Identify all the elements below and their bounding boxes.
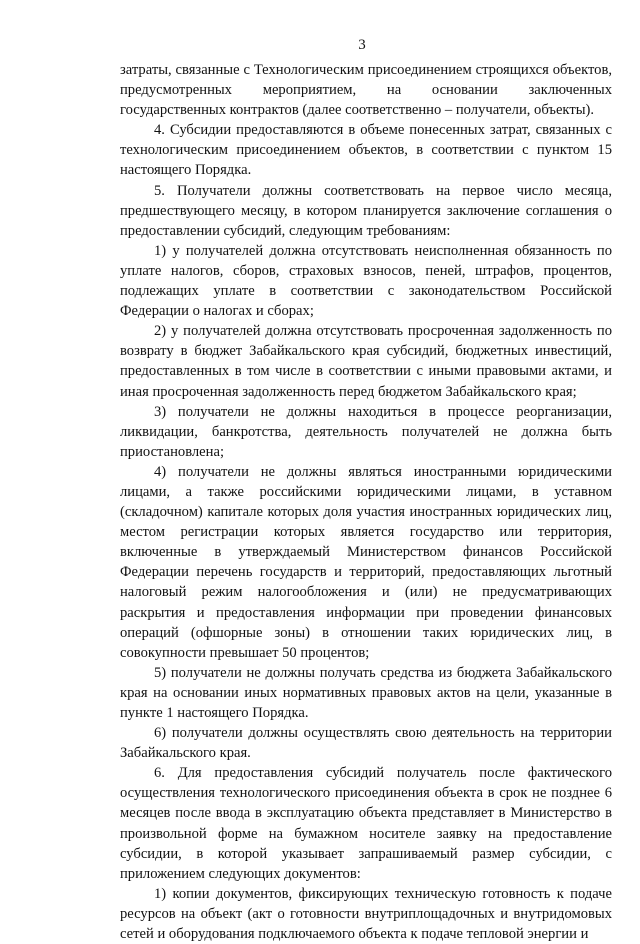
paragraph-subitem-3: 3) получатели не должны находиться в процессе реорганизации, ликвидации, банкротства, деятельность получателей не должна быть приостановлена;: [120, 403, 612, 460]
paragraph-subitem-2: 2) у получателей должна отсутствовать просроченная задолженность по возврату в бюджет Забайкальского края субсидий, бюджетных инвестиций, предоставленных в том числе в соответствии с иными правовыми актами, и иная просроченная задолженность перед бюджетом Забайкальского края;: [120, 323, 612, 400]
paragraph-subitem-1: 1) у получателей должна отсутствовать неисполненная обязанность по уплате налогов, сборов, страховых взносов, пеней, штрафов, процентов, подлежащих уплате в соответствии с законодательством Российской Федерации о налогах и сборах;: [120, 242, 612, 320]
page-number: 3: [358, 37, 366, 53]
paragraph-subitem-5: 5) получатели не должны получать средства из бюджета Забайкальского края на основании иных нормативных правовых актов на цели, указанные в пункте 1 настоящего Порядка.: [120, 664, 612, 721]
paragraph-item-6-subitem-1: 1) копии документов, фиксирующих техническую готовность к подаче ресурсов на объект (акт о готовности внутриплощадочных и внутридомовых сетей и оборудования подключаемого объекта к подаче тепловой энергии и: [120, 885, 612, 943]
paragraph-item-4: 4. Субсидии предоставляются в объеме понесенных затрат, связанных с технологическим присоединением объектов, в соответствии с пунктом 15 настоящего Порядка.: [120, 122, 612, 179]
paragraph-subitem-4: 4) получатели не должны являться иностранными юридическими лицами, а также российскими юридическими лицами, в уставном (складочном) капитале которых доля участия иностранных юридических лиц, местом регистрации которых является государство или территория, включенные в утверждаемый Министерством финансов Российской Федерации перечень государств и территорий, предоставляющих льготный налоговый режим налогообложения и (или) не предусматривающих раскрытия и предоставления информации при проведении финансовых операций (офшорные зоны) в отношении таких юридических лиц, в совокупности превышает 50 процентов;: [120, 463, 612, 661]
paragraph-subitem-6: 6) получатели должны осуществлять свою деятельность на территории Забайкальского края.: [120, 725, 612, 762]
paragraph-item-6: 6. Для предоставления субсидий получатель после фактического осуществления технологического присоединения объекта в срок не позднее 6 месяцев после ввода в эксплуатацию объекта представляет в Министерство в произвольной форме на бумажном носителе заявку на предоставление субсидии, в которой указывает запрашиваемый размер субсидии, с приложением следующих документов:: [120, 765, 612, 882]
document-body: [120, 60, 612, 944]
paragraph-continuation: затраты, связанные с Технологическим присоединением строящихся объектов, предусмотренных мероприятием, на основании заключенных государственных контрактов (далее соответственно – получатели, объекты).: [120, 62, 612, 119]
paragraph-item-5: 5. Получатели должны соответствовать на первое число месяца, предшествующего месяцу, в котором планируется заключение соглашения о предоставлении субсидий, следующим требованиям:: [120, 182, 612, 239]
